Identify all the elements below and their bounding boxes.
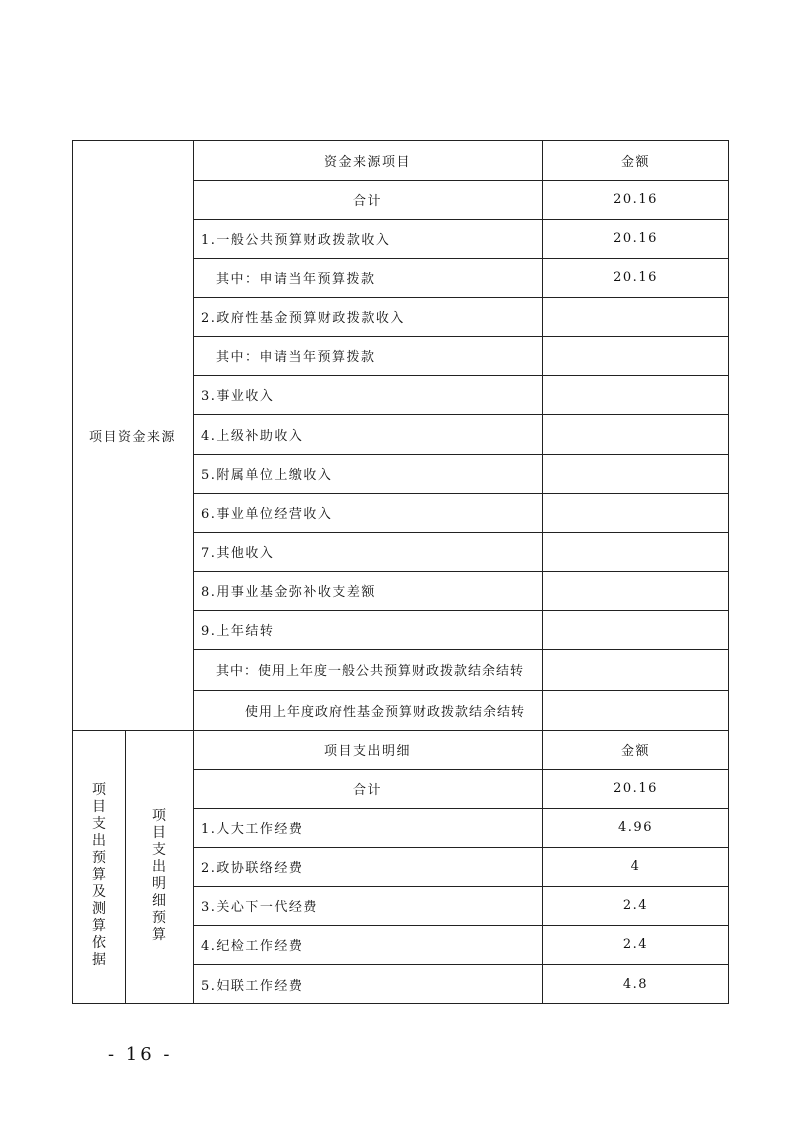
expense-row-amount: 4.8 [622, 976, 649, 992]
source-row-label: 使用上年度政府性基金预算财政拨款结余结转 [245, 704, 526, 720]
source-section-label: 项目资金来源 [88, 429, 176, 445]
source-row-amount [542, 297, 729, 336]
source-row-amount [542, 336, 729, 375]
source-header-amount: 金额 [620, 154, 650, 170]
expense-row-label: 5.妇联工作经费 [201, 978, 304, 994]
source-row-amount [542, 375, 729, 414]
source-row-amount: 20.16 [613, 192, 658, 207]
source-row-amount [542, 690, 729, 730]
source-row-label: 1.一般公共预算财政拨款收入 [201, 233, 391, 248]
source-row-amount [542, 649, 729, 690]
expense-header-item: 项目支出明细 [323, 744, 411, 759]
col-divider-left [193, 140, 194, 1004]
source-row-amount [542, 532, 729, 571]
source-row-label: 2.政府性基金预算财政拨款收入 [201, 311, 405, 326]
expense-row-amount: 4.96 [618, 820, 653, 835]
page-number: - 16 - [108, 1044, 173, 1065]
source-row-total-label: 合计 [352, 194, 382, 209]
source-row-amount [542, 454, 729, 493]
source-header-item: 资金来源项目 [323, 154, 411, 170]
source-row-label: 7.其他收入 [201, 546, 275, 561]
source-row-amount: 20.16 [613, 270, 658, 285]
expense-row-total-label: 合计 [352, 783, 382, 798]
expense-row-amount: 20.16 [613, 781, 658, 796]
expense-row-label: 1.人大工作经费 [201, 822, 304, 837]
source-row-amount: 20.16 [613, 231, 658, 246]
expense-row-amount: 2.4 [622, 937, 649, 952]
expense-outer-label: 项目支出预算及测算依据 [92, 782, 106, 968]
source-row-label: 其中：申请当年预算拨款 [216, 350, 376, 365]
source-row-label: 4.上级补助收入 [201, 428, 304, 444]
source-row-label: 3.事业收入 [201, 389, 275, 404]
expense-row-label: 2.政协联络经费 [201, 861, 304, 876]
source-row-label: 8.用事业基金弥补收支差额 [201, 585, 376, 600]
source-row-amount [542, 571, 729, 610]
source-row-amount [542, 610, 729, 649]
expense-header-amount: 金额 [620, 744, 650, 759]
expense-row-amount: 2.4 [622, 898, 649, 913]
expense-row-label: 4.纪检工作经费 [201, 939, 304, 954]
source-row-label: 6.事业单位经营收入 [201, 507, 333, 522]
source-row-amount [542, 414, 729, 454]
expense-row-amount: 4 [630, 859, 641, 874]
source-row-amount [542, 493, 729, 532]
source-row-label: 5.附属单位上缴收入 [201, 468, 333, 483]
source-row-label: 其中：使用上年度一般公共预算财政拨款结余结转 [216, 664, 525, 679]
expense-inner-label: 项目支出明细预算 [152, 808, 166, 943]
col-divider-inner [125, 730, 126, 1004]
expense-row-label: 3.关心下一代经费 [201, 900, 318, 915]
source-row-label: 9.上年结转 [201, 624, 275, 639]
source-row-label: 其中：申请当年预算拨款 [216, 272, 376, 287]
